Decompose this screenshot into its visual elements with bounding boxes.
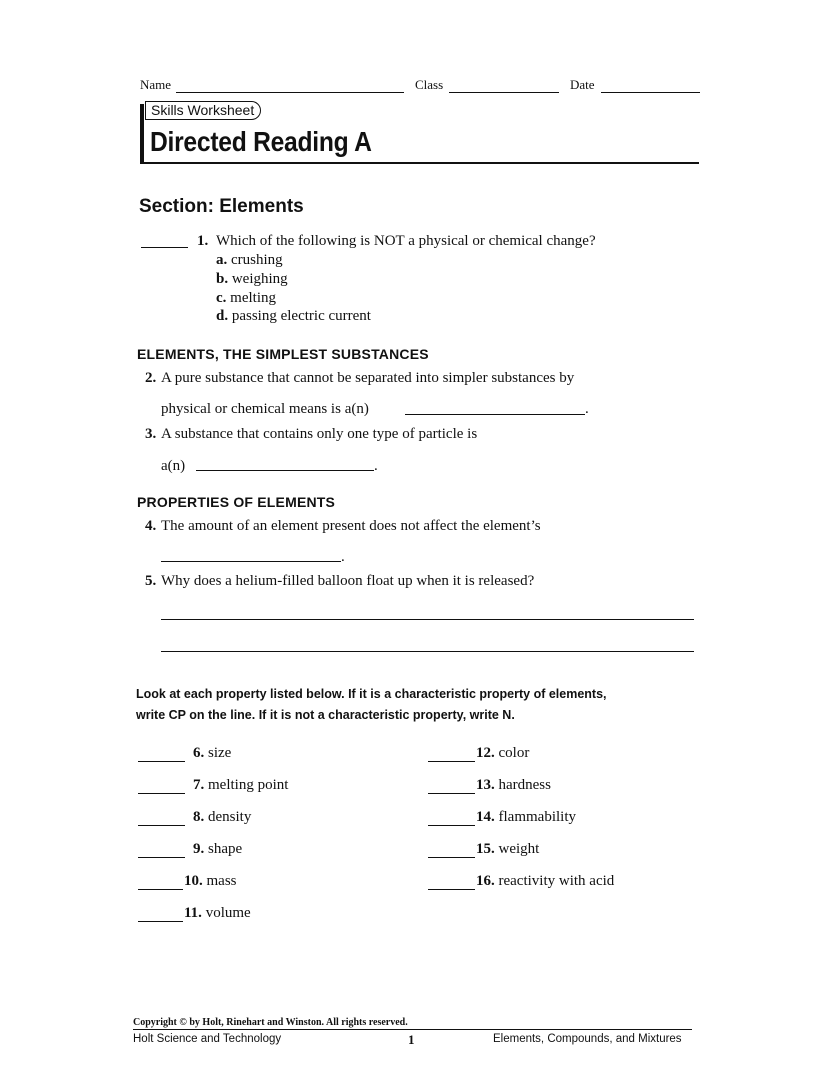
p14-item: 14. flammability bbox=[476, 809, 576, 825]
page-number: 1 bbox=[408, 1032, 415, 1047]
q2-period: . bbox=[585, 401, 589, 417]
q3-line1: A substance that contains only one type of particle is bbox=[161, 426, 478, 442]
q5-answer-line-2[interactable] bbox=[161, 651, 694, 652]
date-label: Date bbox=[570, 77, 595, 92]
q1-text: Which of the following is NOT a physical or chemical change? bbox=[216, 233, 596, 249]
p7-answer-blank[interactable] bbox=[138, 793, 185, 794]
p11-answer-blank[interactable] bbox=[138, 921, 183, 922]
name-field[interactable] bbox=[176, 92, 404, 93]
p6-answer-blank[interactable] bbox=[138, 761, 185, 762]
instructions-line-2: write CP on the line. If it is not a characteristic property, write N. bbox=[136, 708, 515, 722]
p15-answer-blank[interactable] bbox=[428, 857, 475, 858]
p14-answer-blank[interactable] bbox=[428, 825, 475, 826]
p8-item: 8. density bbox=[193, 809, 252, 825]
q1-number: 1. bbox=[197, 233, 209, 249]
copyright-notice: Copyright © by Holt, Rinehart and Winston. All rights reserved. bbox=[133, 1017, 408, 1028]
q1-option-a: a. crushing bbox=[216, 252, 283, 268]
q2-number: 2. bbox=[145, 370, 157, 386]
p16-answer-blank[interactable] bbox=[428, 889, 475, 890]
p6-item: 6. size bbox=[193, 745, 232, 761]
q4-text: The amount of an element present does not affect the element’s bbox=[161, 518, 541, 534]
footer-chapter: Elements, Compounds, and Mixtures bbox=[493, 1033, 682, 1045]
p8-answer-blank[interactable] bbox=[138, 825, 185, 826]
p10-answer-blank[interactable] bbox=[138, 889, 183, 890]
p12-item: 12. color bbox=[476, 745, 530, 761]
date-field[interactable] bbox=[601, 92, 700, 93]
q2-line2: physical or chemical means is a(n) bbox=[161, 401, 369, 417]
p9-answer-blank[interactable] bbox=[138, 857, 185, 858]
p10-item: 10. mass bbox=[184, 873, 237, 889]
p7-item: 7. melting point bbox=[193, 777, 289, 793]
title-underline bbox=[140, 162, 699, 164]
q5-text: Why does a helium-filled balloon float up when it is released? bbox=[161, 573, 535, 589]
q1-answer-blank[interactable] bbox=[141, 247, 188, 248]
section-title: Section: Elements bbox=[139, 196, 304, 217]
q4-period: . bbox=[341, 549, 345, 565]
instructions bbox=[136, 684, 607, 726]
title-bar-accent bbox=[140, 104, 144, 162]
q1-option-b: b. weighing bbox=[216, 271, 288, 287]
q3-number: 3. bbox=[145, 426, 157, 442]
p12-answer-blank[interactable] bbox=[428, 761, 475, 762]
q1-option-d: d. passing electric current bbox=[216, 308, 371, 324]
q3-period: . bbox=[374, 458, 378, 474]
q4-number: 4. bbox=[145, 518, 157, 534]
subhead-simplest-substances: ELEMENTS, THE SIMPLEST SUBSTANCES bbox=[137, 346, 429, 362]
instructions-line-1: Look at each property listed below. If it is a characteristic property of elements, bbox=[136, 687, 607, 701]
class-field[interactable] bbox=[449, 92, 559, 93]
q3-answer-blank[interactable] bbox=[196, 470, 374, 471]
p13-answer-blank[interactable] bbox=[428, 793, 475, 794]
p11-item: 11. volume bbox=[184, 905, 251, 921]
q2-line1: A pure substance that cannot be separated into simpler substances by bbox=[161, 370, 575, 386]
p9-item: 9. shape bbox=[193, 841, 243, 857]
q2-answer-blank[interactable] bbox=[405, 414, 585, 415]
name-label: Name bbox=[140, 77, 172, 92]
p15-item: 15. weight bbox=[476, 841, 540, 857]
footer-rule bbox=[133, 1029, 692, 1030]
footer-publisher: Holt Science and Technology bbox=[133, 1033, 282, 1045]
q1-option-c: c. melting bbox=[216, 290, 276, 306]
page-title: Directed Reading A bbox=[150, 126, 372, 157]
subhead-properties: PROPERTIES OF ELEMENTS bbox=[137, 494, 336, 510]
p13-item: 13. hardness bbox=[476, 777, 551, 793]
q5-answer-line-1[interactable] bbox=[161, 619, 694, 620]
q4-answer-blank[interactable] bbox=[161, 561, 341, 562]
p16-item: 16. reactivity with acid bbox=[476, 873, 615, 889]
q3-line2: a(n) bbox=[161, 458, 186, 474]
class-label: Class bbox=[415, 77, 444, 92]
q5-number: 5. bbox=[145, 573, 157, 589]
worksheet-badge: Skills Worksheet bbox=[145, 101, 261, 120]
